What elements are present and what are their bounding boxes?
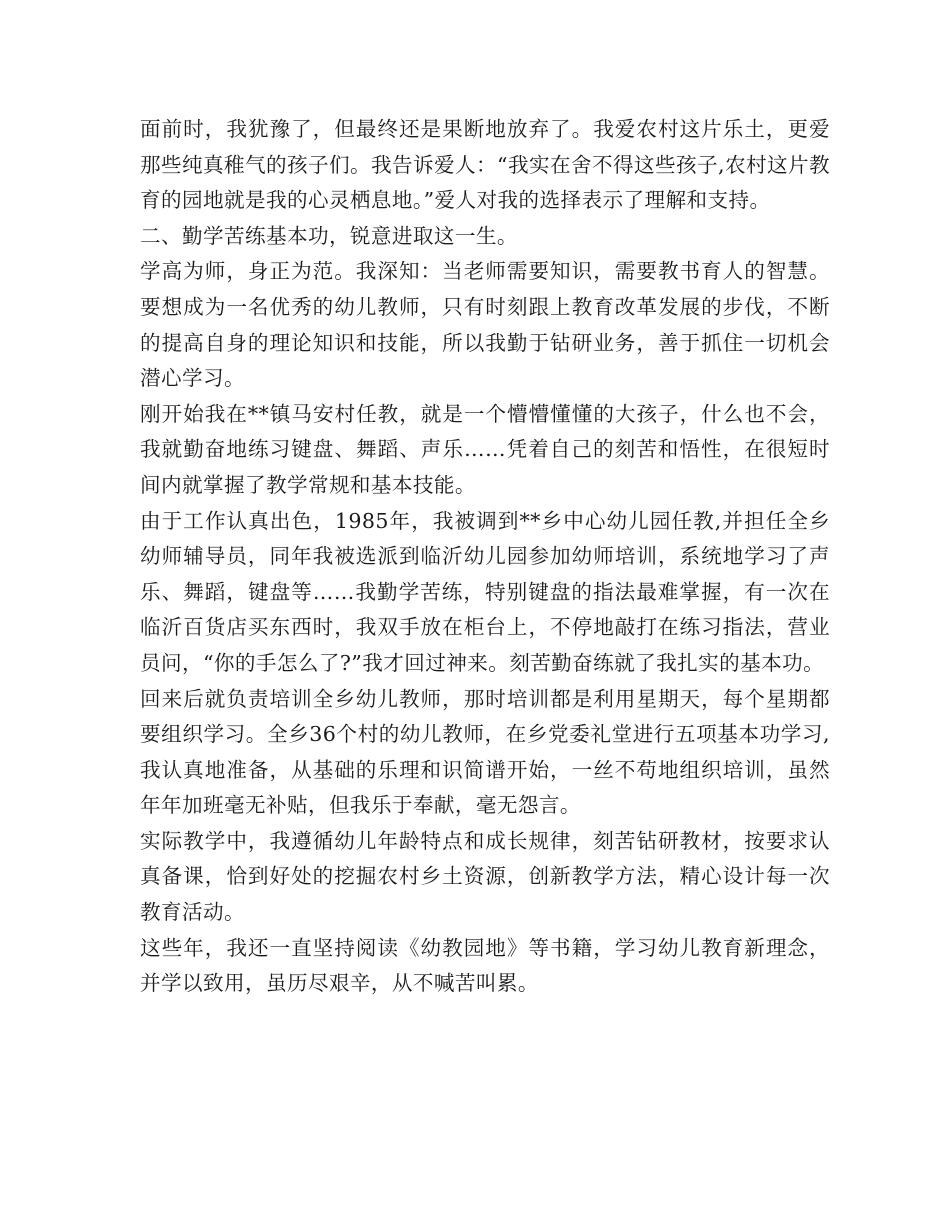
section-heading-two: 二、勤学苦练基本功，锐意进取这一生。 (140, 223, 518, 248)
paragraph-transfer-training: 由于工作认真出色，1985年，我被调到**乡中心幼儿园任教,并担任全乡幼师辅导员，同年我被选派到临沂幼儿园参加幼师培训，系统地学习了声乐、舞蹈，键盘等……我勤学苦练，特别键盘的指法最难掌握，有一次在临沂百货店买东西时，我双手放在柜台上，不停地敲打在练习指法，营业员问，“你的手怎么了?”我才回过神来。刻苦勤奋练就了我扎实的基本功。 (140, 508, 830, 675)
paragraph-teacher-training: 回来后就负责培训全乡幼儿教师，那时培训都是利用星期天，每个星期都要组织学习。全乡36个村的幼儿教师，在乡党委礼堂进行五项基本功学习,我认真地准备，从基础的乐理和识简谱开始，一丝不苟地组织培训，虽然年年加班毫无补贴，但我乐于奉献，毫无怨言。 (140, 686, 830, 818)
paragraph-early-teaching: 刚开始我在**镇马安村任教，就是一个懵懵懂懂的大孩子，什么也不会，我就勤奋地练习键盘、舞蹈、声乐……凭着自己的刻苦和悟性，在很短时间内就掌握了教学常规和基本技能。 (140, 401, 830, 497)
paragraph-learning-intro: 学高为师，身正为范。我深知：当老师需要知识，需要教书育人的智慧。要想成为一名优秀的幼儿教师，只有时刻跟上教育改革发展的步伐，不断的提高自身的理论知识和技能，所以我勤于钻研业务，善于抓住一切机会潜心学习。 (140, 259, 830, 391)
paragraph-practical-teaching: 实际教学中，我遵循幼儿年龄特点和成长规律，刻苦钻研教材，按要求认真备课，恰到好处的挖掘农村乡土资源，创新教学方法，精心设计每一次教育活动。 (140, 828, 830, 925)
document-body (140, 112, 830, 1002)
paragraph-reading: 这些年，我还一直坚持阅读《幼教园地》等书籍，学习幼儿教育新理念，并学以致用，虽历尽艰辛，从不喊苦叫累。 (140, 935, 830, 996)
paragraph-continued-decision: 面前时，我犹豫了，但最终还是果断地放弃了。我爱农村这片乐土，更爱那些纯真稚气的孩子们。我告诉爱人：“我实在舍不得这些孩子,农村这片教育的园地就是我的心灵栖息地。”爱人对我的选择表示了理解和支持。 (140, 117, 830, 213)
